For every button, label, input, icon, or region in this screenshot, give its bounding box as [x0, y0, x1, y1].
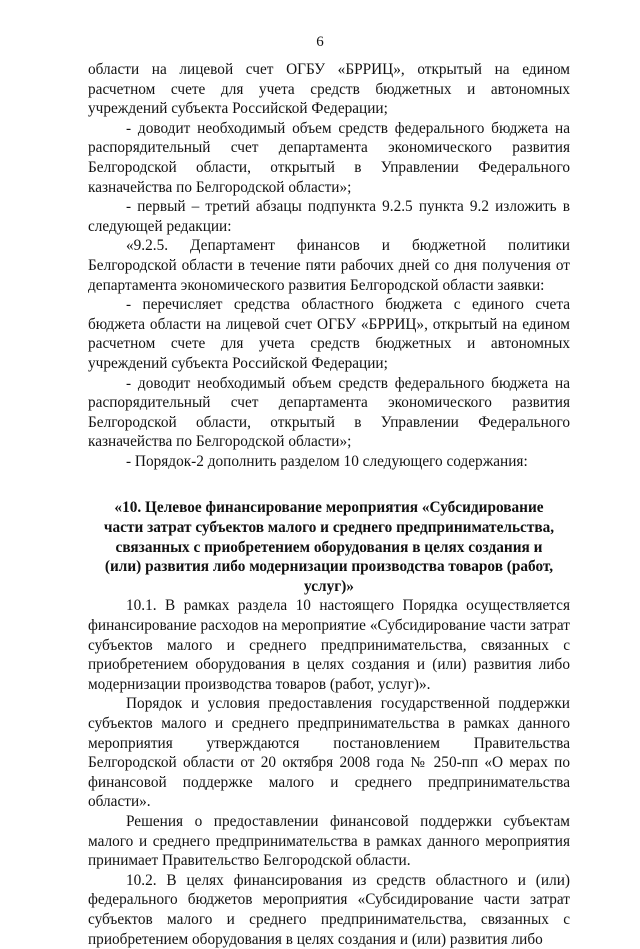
paragraph-transfer-regional: - перечисляет средства областного бюджета с единого счета бюджета области на лицевой счет ОГБУ «БРРИЦ», открытый на едином расчетном счете для учета средств бюджетных и автономных учреждений субъекта Российской Федерации; — [88, 296, 570, 372]
paragraph-amendment-9-2-5: - первый – третий абзацы подпункта 9.2.5 пункта 9.2 изложить в следующей редакции: — [88, 198, 570, 235]
paragraph-continuation: области на лицевой счет ОГБУ «БРРИЦ», открытый на едином расчетном счете для учета средств бюджетных и автономных учреждений субъекта Российской Федерации; — [88, 61, 570, 118]
spacer — [88, 471, 570, 485]
paragraph-decisions: Решения о предоставлении финансовой поддержки субъектам малого и среднего предпринимательства в рамках данного мероприятия принимает Правительство Белгородской области. — [88, 812, 570, 870]
page-number: 6 — [316, 34, 324, 50]
paragraph-federal-budget-2: - доводит необходимый объем средств федерального бюджета на распорядительный счет департамента экономического развития Белгородской области, открытый в Управлении Федерального казначейства по Белгородской области»; — [88, 374, 570, 451]
section-heading: «10. Целевое финансирование мероприятия «Субсидирование части затрат субъектов малого и среднего предпринимательства, связанных с приобретением оборудования в целях создания и (или) развития либо модернизации производства товаров (работ, услуг)» — [103, 499, 555, 595]
paragraph-10-2: 10.2. В целях финансирования из средств областного и (или) федерального бюджетов мероприятия «Субсидирование части затрат субъектов малого и среднего предпринимательства, связанных с приобретением оборудования в целях создания и (или) развития либо — [88, 871, 570, 948]
paragraph-procedure: Порядок и условия предоставления государственной поддержки субъектов малого и среднего предпринимательства в рамках данного мероприятия утверждаются постановлением Правительства Белгородской области от 20 октября 2008 года № 250-пп «О мерах по финансовой поддержке малого и среднего предпринимательства области». — [88, 695, 570, 811]
paragraph-10-1: 10.1. В рамках раздела 10 настоящего Порядка осуществляется финансирование расходов на мероприятие «Субсидирование части затрат субъектов малого и среднего предпринимательства, связанных с приобретением оборудования в целях создания и (или) развития либо модернизации производства товаров (работ, услуг)». — [88, 597, 570, 693]
document-body — [88, 60, 570, 949]
paragraph-9-2-5: «9.2.5. Департамент финансов и бюджетной политики Белгородской области в течение пяти рабочих дней со дня получения от департамента экономического развития Белгородской области заявки: — [88, 237, 570, 294]
paragraph-federal-budget-1: - доводит необходимый объем средств федерального бюджета на распорядительный счет департамента экономического развития Белгородской области, открытый в Управлении Федерального казначейства по Белгородской области»; — [88, 119, 570, 196]
paragraph-add-section-10: - Порядок-2 дополнить разделом 10 следующего содержания: — [126, 452, 528, 470]
